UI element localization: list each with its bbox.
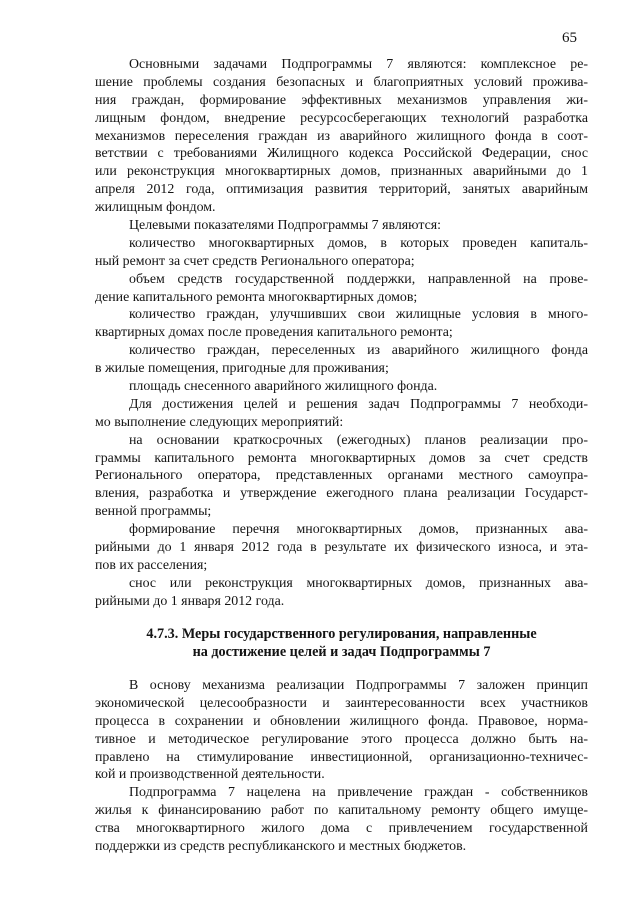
text-line: количество граждан, улучшивших свои жилищные условия в много- — [129, 307, 588, 323]
section-heading-line-1: 4.7.3. Меры государственного регулирования, направленные — [146, 626, 537, 642]
text-line: дение капитального ремонта многоквартирных домов; — [95, 289, 418, 305]
text-line: Для достижения целей и решения задач Подпрограммы 7 необходи- — [129, 396, 588, 412]
text-line: снос или реконструкция многоквартирных домов, признанных ава- — [129, 575, 588, 591]
text-line: В основу механизма реализации Подпрограммы 7 заложен принцип — [129, 678, 588, 693]
text-line: кой и производственной деятельности. — [95, 767, 325, 783]
body-text-section-1 — [95, 56, 588, 611]
body-text-section-2 — [95, 677, 588, 856]
text-line: ния граждан, формирование эффективных механизмов управления жи- — [95, 92, 588, 108]
section-heading — [95, 625, 588, 661]
text-line: апреля 2012 года, оптимизация развития территорий, занятых аварийным — [95, 182, 588, 198]
text-line: Основными задачами Подпрограммы 7 являются: комплексное ре- — [129, 57, 588, 72]
section-heading-line-2: на достижение целей и задач Подпрограммы 7 — [192, 644, 491, 660]
page-number: 65 — [562, 30, 577, 46]
text-line: поддержки из средств республиканского и местных бюджетов. — [95, 839, 467, 855]
text-line: шение проблемы создания безопасных и благоприятных условий прожива- — [95, 74, 588, 90]
text-line: Целевыми показателями Подпрограммы 7 являются: — [129, 218, 442, 234]
text-line: пов их расселения; — [95, 557, 208, 573]
text-line: жилищным фондом. — [95, 200, 216, 216]
text-line: на основании краткосрочных (ежегодных) планов реализации про- — [129, 432, 588, 448]
text-line: объем средств государственной поддержки, направленной на прове- — [129, 271, 588, 287]
text-line: площадь снесенного аварийного жилищного фонда. — [129, 379, 438, 395]
text-line: ства многоквартирного жилого дома с привлечением государственной — [95, 821, 588, 837]
text-line: вления, разработка и утверждение ежегодного плана реализации Государст- — [95, 486, 588, 502]
text-line: рийными до 1 января 2012 года. — [95, 593, 285, 609]
text-line: или реконструкция многоквартирных домов, признанных аварийными до 1 — [95, 164, 588, 180]
text-line: тивное и методическое регулирование этого процесса должно быть на- — [95, 731, 588, 747]
text-line: венной программы; — [95, 504, 212, 520]
text-line: ный ремонт за счет средств Регионального оператора; — [95, 253, 415, 269]
text-line: механизмов переселения граждан из аварийного жилищного фонда в соот- — [95, 128, 588, 144]
text-line: рийными до 1 января 2012 года в результате их физического износа, и эта- — [95, 540, 588, 556]
text-line: мо выполнение следующих мероприятий: — [95, 414, 344, 430]
text-line: квартирных домах после проведения капитального ремонта; — [95, 325, 453, 341]
text-line: жилья к финансированию работ по капитальному ремонту общего имуще- — [95, 803, 588, 819]
text-line: лищным фондом, внедрение ресурсосберегающих технологий разработка — [95, 110, 588, 126]
text-line: Подпрограмма 7 нацелена на привлечение граждан - собственников — [129, 785, 588, 801]
text-line: количество многоквартирных домов, в которых проведен капиталь- — [129, 235, 588, 251]
text-line: граммы капитального ремонта многоквартирных домов за счет средств — [95, 450, 588, 466]
text-line: Регионального оператора, представленных органами местного самоупра- — [95, 468, 588, 484]
text-line: экономической целесообразности и заинтересованности всех участников — [95, 695, 588, 711]
text-line: количество граждан, переселенных из аварийного жилищного фонда — [129, 343, 588, 359]
text-line: в жилые помещения, пригодные для проживания; — [95, 361, 389, 377]
text-line: формирование перечня многоквартирных домов, признанных ава- — [129, 522, 588, 538]
text-line: процесса в сохранении и обновлении жилищного фонда. Правовое, норма- — [95, 713, 588, 729]
text-line: ветствии с требованиями Жилищного кодекса Российской Федерации, снос — [95, 146, 588, 162]
text-line: правлено на стимулирование инвестиционной, организационно-техничес- — [95, 749, 588, 765]
